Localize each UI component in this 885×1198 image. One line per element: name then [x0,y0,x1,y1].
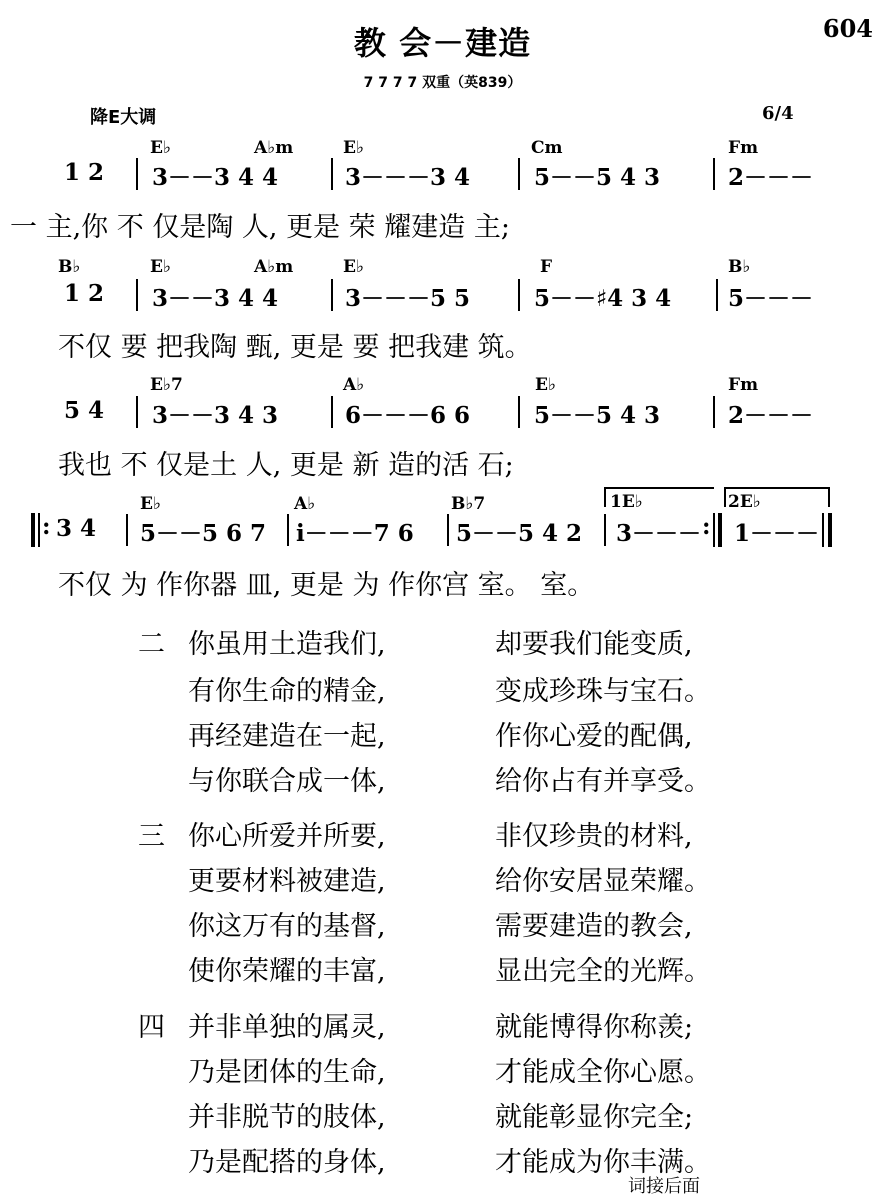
verse-number: 四 [138,1012,165,1043]
repeat-end-thin [713,513,715,547]
measure: 1－－－ [734,520,820,547]
chord: A♭m [254,138,294,158]
measure: 3－－3 4 4 [152,164,279,191]
chord: E♭ [140,494,161,514]
verse-line: 就能彰显你完全; [495,1102,694,1133]
verse-number: 三 [138,821,165,852]
barline [604,514,606,546]
measure: 2－－－ [728,402,814,429]
verse-line: 给你安居显荣耀。 [495,866,711,897]
verse-line: 非仅珍贵的材料, [495,821,693,852]
chord: B♭7 [451,494,486,514]
verse-line: 显出完全的光辉。 [495,956,711,987]
barline [331,158,333,190]
barline [518,279,520,311]
chord: Fm [728,375,759,395]
verse-line: 并非脱节的肢体, [188,1102,386,1133]
chord: F [540,257,553,277]
measure: 3－－－ [616,520,702,547]
pickup-notes: 1 2 [64,159,105,186]
barline [518,396,520,428]
repeat-end-thick [718,513,722,547]
verse-line: 却要我们能变质, [495,629,693,660]
chord: A♭ [343,375,365,395]
meter-info: 7 7 7 7 双重（英839） [363,75,522,91]
verse-line: 更要材料被建造, [188,866,386,897]
repeat-start-thin [38,513,40,547]
final-bar-thin [822,513,824,547]
lyrics-line: 我也 不 仅是土 人, 更是 新 造的活 石; [58,450,514,481]
verse-line: 乃是配搭的身体, [188,1147,386,1178]
measure: 3－－3 4 3 [152,402,279,429]
verse-line: 你这万有的基督, [188,911,386,942]
verse-line: 你心所爱并所要, [188,821,386,852]
chord: Fm [728,138,759,158]
chord: A♭m [254,257,294,277]
measure: 2－－－ [728,164,814,191]
final-bar-thick [828,513,832,547]
barline [447,514,449,546]
verse-line: 变成珍珠与宝石。 [495,676,711,707]
verse-line: 使你荣耀的丰富, [188,956,386,987]
measure: 5－－♯4 3 4 [534,285,672,312]
barline [716,279,718,311]
chord: E♭ [150,257,171,277]
chord: E♭ [535,375,556,395]
verse-line: 你虽用土造我们, [188,629,386,660]
measure: 5－－5 6 7 [140,520,267,547]
barline [713,396,715,428]
first-ending-bracket [604,487,714,507]
measure: 5－－5 4 3 [534,164,661,191]
repeat-dots: : [42,513,51,540]
hymn-number: 604 [822,14,873,43]
repeat-dots: : [702,513,711,540]
chord: 2E♭ [728,492,761,512]
verse-line: 作你心爱的配偶, [495,721,693,752]
continued-note: 词接后面 [628,1176,700,1197]
chord: B♭ [58,257,81,277]
barline [713,158,715,190]
chord: B♭ [728,257,751,277]
pickup-notes: 5 4 [64,397,105,424]
verse-line: 再经建造在一起, [188,721,386,752]
chord: E♭ [343,257,364,277]
verse-line: 就能博得你称羡; [495,1012,694,1043]
chord: E♭ [150,138,171,158]
barline [331,279,333,311]
verse-line: 乃是团体的生命, [188,1057,386,1088]
verse-line: 与你联合成一体, [188,766,386,797]
hymn-title: 教 会－建造 [353,24,532,62]
second-ending-bracket [724,487,830,507]
measure: 3－－－3 4 [345,164,471,191]
measure: i－－－7 6 [296,520,414,547]
lyrics-line: 不仅 为 作你器 皿, 更是 为 作你宫 室。 室。 [58,570,595,601]
measure: 6－－－6 6 [345,402,471,429]
barline [287,514,289,546]
chord: Cm [531,138,563,158]
chord: E♭ [343,138,364,158]
chord: A♭ [294,494,316,514]
barline [136,396,138,428]
measure: 3－－－5 5 [345,285,471,312]
verse-number: 二 [138,629,165,660]
measure: 5－－5 4 2 [456,520,583,547]
barline [136,279,138,311]
verse-line: 才能成为你丰满。 [495,1147,711,1178]
pickup-notes: 3 4 [56,515,97,542]
barline [518,158,520,190]
measure: 5－－－ [728,285,814,312]
verse-line: 才能成全你心愿。 [495,1057,711,1088]
verse-line: 并非单独的属灵, [188,1012,386,1043]
pickup-notes: 1 2 [64,280,105,307]
barline [136,158,138,190]
barline [331,396,333,428]
verse-line: 有你生命的精金, [188,676,386,707]
verse-line: 需要建造的教会, [495,911,693,942]
chord: E♭7 [150,375,183,395]
key-signature: 降E大调 [90,107,157,128]
verse-line: 给你占有并享受。 [495,766,711,797]
lyrics-line: 一 主,你 不 仅是陶 人, 更是 荣 耀建造 主; [10,212,510,243]
chord: 1E♭ [610,492,643,512]
repeat-start-thick [31,513,35,547]
time-signature: 6/4 [762,103,794,124]
measure: 5－－5 4 3 [534,402,661,429]
measure: 3－－3 4 4 [152,285,279,312]
barline [126,514,128,546]
lyrics-line: 不仅 要 把我陶 甄, 更是 要 把我建 筑。 [58,332,532,363]
